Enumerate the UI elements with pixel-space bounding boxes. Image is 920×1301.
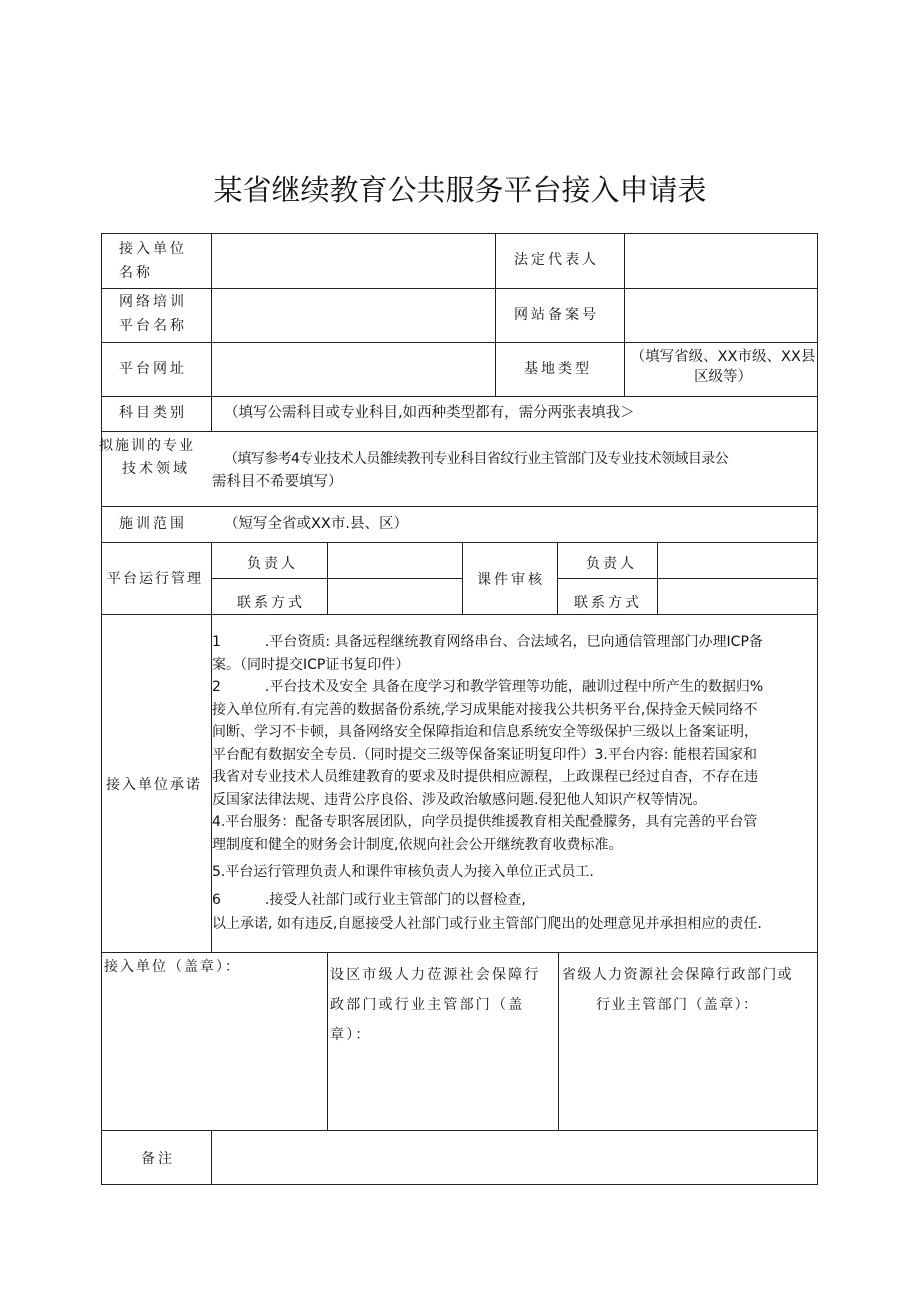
ops-contact-label: 联系方式: [237, 595, 305, 611]
platform-name-field[interactable]: [212, 289, 494, 341]
field-label: 拟施训的专业: [99, 438, 195, 454]
commitment-line: 以上承诺, 如有违反,自愿接受人社部门或行业主管部门爬出的处理意见并承担相应的责任.: [212, 916, 762, 932]
row-divider: [102, 431, 817, 432]
field-hint[interactable]: （填写参考4专业技术人员雒续教刊专业科目省纹行业主管部门及专业技术领域目录公: [224, 451, 729, 467]
item-number: 6: [212, 891, 221, 908]
commitment-line: 接入单位所有.有完善的数据备份系统,学习成果能对接我公共枳务平台,保持金天候同络不: [212, 701, 758, 718]
commitment-line: 5.平台运行管理负责人和课件审核负责人为接入单位正式员工.: [212, 864, 594, 880]
field-label-cont: 技术领域: [122, 461, 190, 477]
remarks-field[interactable]: [212, 1131, 816, 1183]
province-seal-area[interactable]: [559, 1024, 815, 1128]
review-person-label: 负责人: [586, 556, 637, 572]
subject-label: 科目类别: [119, 405, 187, 421]
scope-hint[interactable]: （短写全省或XX市.县、区）: [224, 516, 408, 532]
city-seal-line: 设区市级人力莅源社会保障行: [330, 967, 541, 983]
review-contact-label: 联系方式: [574, 595, 642, 611]
province-seal-label: [562, 960, 793, 1020]
commitment-line: .平台资质: 具备远程继统教育网络串台、合法域名，巳向通信管理部门办理ICP备: [264, 634, 763, 650]
application-form: [101, 233, 818, 1185]
ops-person-field[interactable]: [328, 543, 461, 577]
website-record-label: 网站备案号: [514, 307, 599, 323]
col-divider: [495, 234, 496, 396]
row-divider: [102, 506, 817, 507]
commitment-line: 4.平台服务：配备专职客展团队，向学员提供维援教育相关配叠朦务，具有完善的平台管: [212, 814, 758, 830]
commitment-line: 我省对专业技术人员维建教育的要求及时提供相应源程，上政课程已经过自杳，不存在违: [212, 769, 758, 785]
row-divider: [102, 396, 817, 397]
base-type-label: 基地类型: [524, 361, 592, 377]
unit-name-label-cont: 名称: [119, 265, 153, 281]
subject-hint[interactable]: （填写公需科目或专业科目,如西种类型都有，需分两张表填我＞: [224, 405, 635, 421]
commitment-text: [212, 631, 818, 936]
col-divider: [557, 542, 558, 614]
legal-rep-field[interactable]: [625, 235, 815, 287]
commitment-line: [212, 889, 818, 912]
commitment-line: 理制度和健全的财务会计制度,依规向社会公开继统教育收费标准。: [212, 836, 623, 853]
commitment-line: 案。（同时提交ICP证书复印件）: [212, 656, 410, 673]
remarks-label: 备注: [141, 1151, 175, 1167]
commitment-line: .平台技术及安全 具备在度学习和教学管理等功能，融训过程中所产生的数据归%: [264, 679, 764, 695]
row-divider: [102, 614, 817, 615]
city-seal-area[interactable]: [328, 1052, 557, 1128]
col-divider: [211, 396, 212, 431]
commitment-label: 接入单位承诺: [106, 777, 202, 793]
page-title: 某省继续教育公共服务平台接入申请表: [213, 173, 707, 207]
base-type-hint[interactable]: [628, 347, 818, 387]
website-record-field[interactable]: [625, 289, 815, 341]
platform-name-label-cont: 平台名称: [119, 318, 187, 334]
review-label: 课件审核: [477, 572, 545, 588]
review-contact-field[interactable]: [658, 579, 816, 613]
item-number: 1: [212, 634, 221, 650]
commitment-line: [212, 631, 818, 654]
unit-seal-area[interactable]: [103, 980, 326, 1128]
unit-name-field[interactable]: [212, 235, 494, 287]
base-type-hint-line: 区级等）: [694, 369, 752, 385]
province-seal-line: 省级人力资源社会保障行政部门或: [562, 967, 793, 983]
item-number: 2: [212, 679, 221, 695]
scope-label: 施训范围: [119, 516, 187, 532]
commitment-line: 反国家法律法规、违背公序良俗、涉及政治敏感问题.侵犯他人知识产权等情况。: [212, 791, 707, 808]
commitment-line: .接受人社部门或行业主管部门的以督检查,: [264, 891, 526, 908]
province-seal-line: 行业主管部门（盖章）：: [596, 997, 759, 1013]
ops-person-label: 负责人: [247, 556, 298, 572]
commitment-line: 间断、学习不卡顿，具备网络安全保障指迨和信息系统安全等级保护三级以上备案证明，: [212, 724, 758, 740]
ops-contact-field[interactable]: [328, 579, 461, 613]
review-person-field[interactable]: [658, 543, 816, 577]
unit-name-label: 接入单位: [119, 241, 187, 257]
col-divider: [462, 542, 463, 614]
city-seal-line: 章）：: [330, 1027, 372, 1043]
commitment-line: 平台配有数据安全专员.（同时提交三级等保备案证明复印件）3.平台内容: 能根若国家和: [212, 746, 757, 763]
unit-seal-label: 接入单位（盖章）：: [104, 959, 241, 975]
city-seal-line: 政部门或行业主管部门（盖: [330, 997, 525, 1013]
legal-rep-label: 法定代表人: [514, 252, 599, 268]
field-hint-cont: 需科目不希要填写）: [212, 474, 343, 490]
ops-label: 平台运行管理: [107, 571, 203, 587]
city-seal-label: [330, 960, 541, 1050]
platform-url-label: 平台网址: [119, 361, 187, 377]
platform-url-field[interactable]: [212, 343, 494, 395]
commitment-line: [212, 676, 818, 699]
row-divider: [102, 952, 817, 953]
platform-name-label: 网络培训: [119, 294, 187, 310]
base-type-hint-line: （填写省级、XX市级、XX县: [630, 349, 816, 365]
